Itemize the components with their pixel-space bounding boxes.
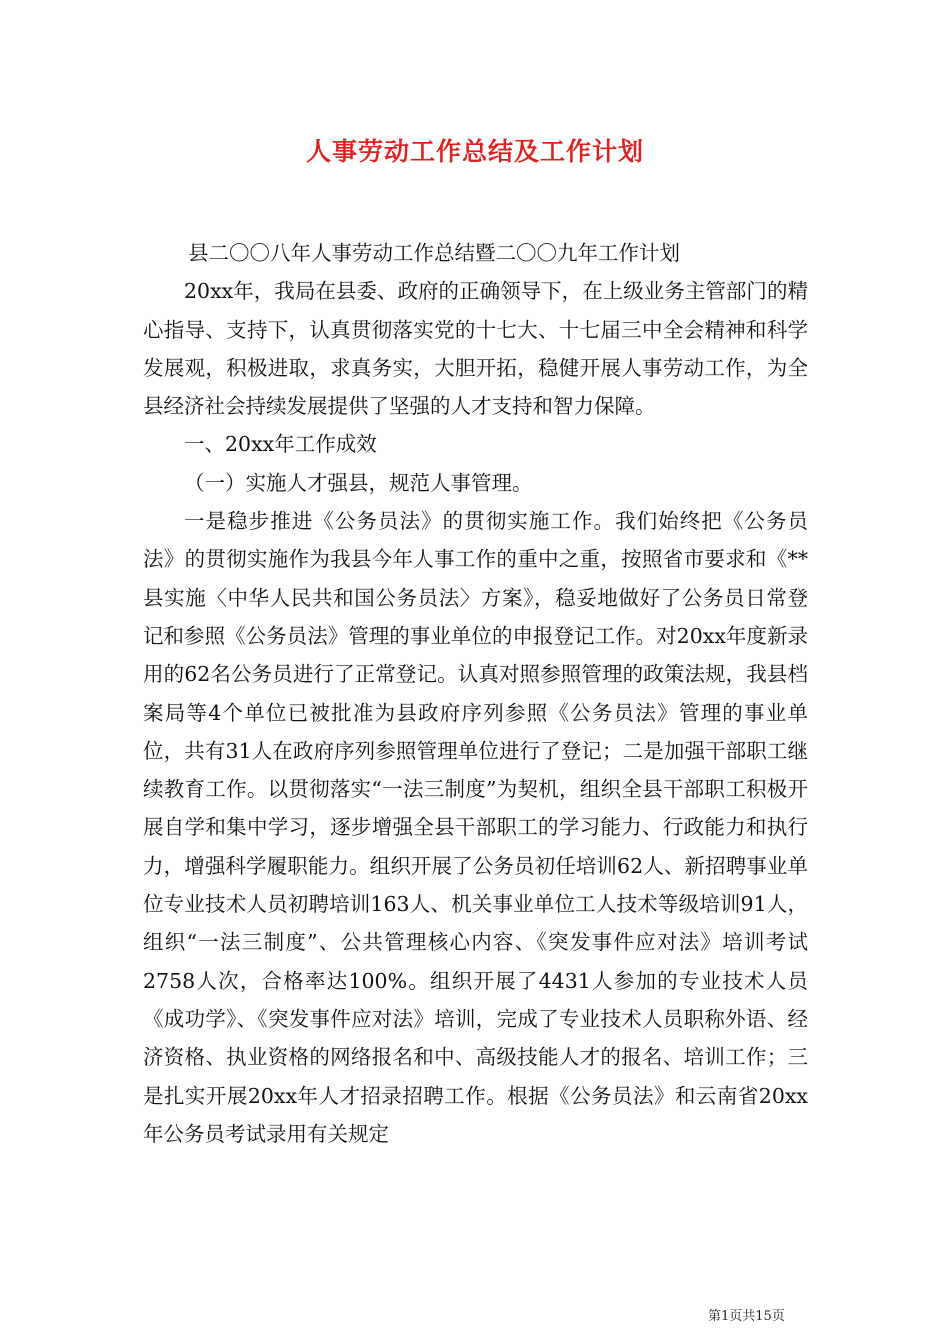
document-body — [143, 234, 808, 1153]
page-title: 人事劳动工作总结及工作计划 — [305, 137, 644, 166]
paragraph-intro: 20xx年，我局在县委、政府的正确领导下，在上级业务主管部门的精心指导、支持下，认真贯彻落实党的十七大、十七届三中全会精神和科学发展观，积极进取，求真务实，大胆开拓，稳健开展人事劳动工作，为全县经济社会持续发展提供了坚强的人才支持和智力保障。 — [143, 279, 808, 419]
section-heading: 一、20xx年工作成效 — [184, 432, 377, 457]
page-number: 第1页共15页 — [708, 1309, 785, 1324]
subsection-heading: （一）实施人才强县，规范人事管理。 — [184, 470, 533, 495]
document-subtitle: 县二〇〇八年人事劳动工作总结暨二〇〇九年工作计划 — [188, 241, 680, 265]
paragraph-body: 一是稳步推进《公务员法》的贯彻实施工作。我们始终把《公务员法》的贯彻实施作为我县今年人事工作的重中之重，按照省市要求和《**县实施〈中华人民共和国公务员法〉方案》，稳妥地做好了公务员日常登记和参照《公务员法》管理的事业单位的申报登记工作。对20xx年度新录用的62名公务员进行了正常登记。认真对照参照管理的政策法规，我县档案局等4个单位已被批准为县政府序列参照《公务员法》管理的事业单位，共有31人在政府序列参照管理单位进行了登记；二是加强干部职工继续教育工作。以贯彻落实“一法三制度”为契机，组织全县干部职工积极开展自学和集中学习，逐步增强全县干部职工的学习能力、行政能力和执行力，增强科学履职能力。组织开展了公务员初任培训62人、新招聘事业单位专业技术人员初聘培训163人、机关事业单位工人技术等级培训91人，组织“一法三制度”、公共管理核心内容、《突发事件应对法》培训考试2758人次，合格率达100%。组织开展了4431人参加的专业技术人员《成功学》、《突发事件应对法》培训，完成了专业技术人员职称外语、经济资格、执业资格的网络报名和中、高级技能人才的报名、培训工作；三是扎实开展20xx年人才招录招聘工作。根据《公务员法》和云南省20xx年公务员考试录用有关规定 — [143, 509, 808, 1146]
